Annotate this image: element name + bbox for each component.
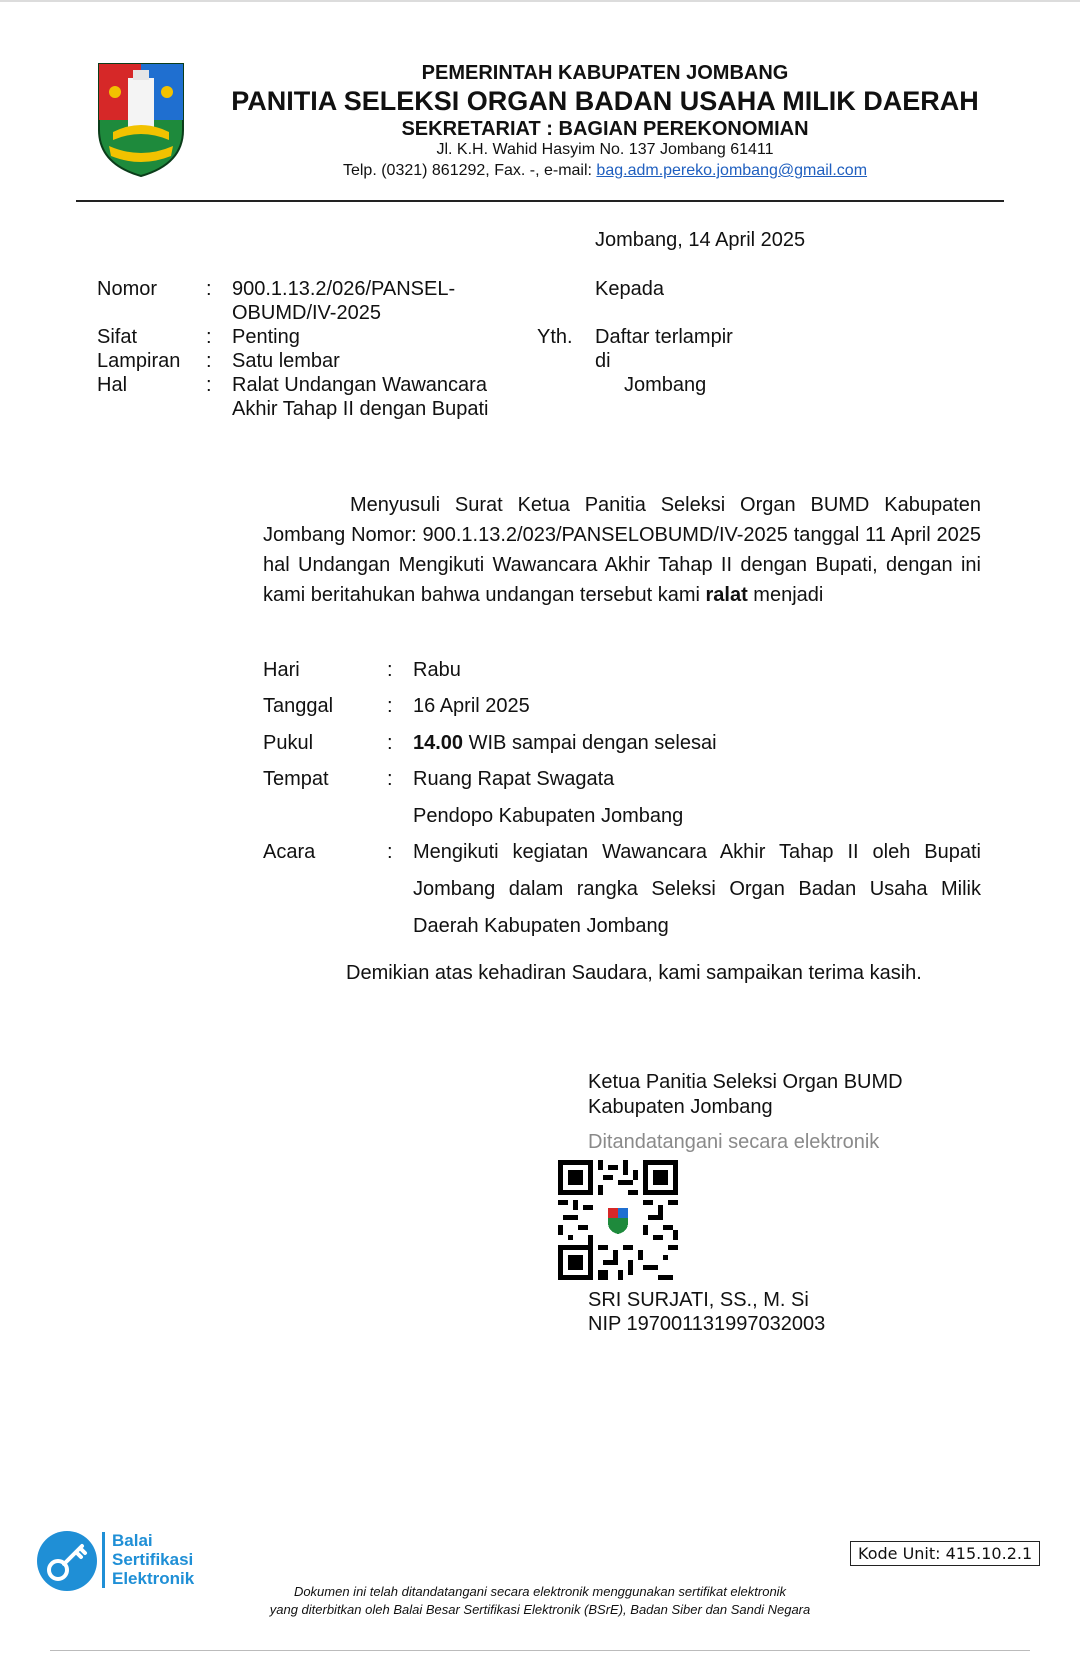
nomor-value-2: OBUMD/IV-2025 — [232, 302, 381, 324]
tanggal-colon: : — [387, 695, 393, 717]
recipient-city: Jombang — [624, 374, 707, 396]
pukul-time: 14.00 — [413, 732, 464, 754]
hari-label: Hari — [263, 659, 300, 681]
bsre-line-2: Sertifikasi — [112, 1550, 194, 1569]
header-contact — [200, 162, 1010, 180]
pukul-colon: : — [387, 732, 393, 754]
bsre-logo-icon — [36, 1530, 98, 1592]
hal-value-1: Ralat Undangan Wawancara — [232, 374, 487, 396]
footer-note-1: Dokumen ini telah ditandatangani secara elektronik menggunakan sertifikat elektronik — [293, 1584, 787, 1599]
sifat-label: Sifat — [97, 326, 138, 348]
signatory-nip: NIP 197001131997032003 — [588, 1313, 826, 1335]
nomor-value-1: 900.1.13.2/026/PANSEL- — [232, 278, 456, 300]
pukul-label: Pukul — [263, 732, 314, 754]
tempat-value-2: Pendopo Kabupaten Jombang — [413, 805, 684, 827]
kode-unit-box: Kode Unit: 415.10.2.1 — [850, 1541, 1040, 1566]
pukul-value — [413, 732, 981, 755]
sifat-value: Penting — [232, 326, 300, 348]
contact-text: Telp. (0321) 861292, Fax. -, e-mail: — [342, 162, 597, 179]
tempat-value-1: Ruang Rapat Swagata — [413, 768, 615, 790]
bottom-divider — [50, 1650, 1030, 1651]
hal-value-2: Akhir Tahap II dengan Bupati — [232, 398, 489, 420]
qr-code-icon — [558, 1160, 678, 1280]
bsre-logo — [36, 1530, 216, 1590]
sifat-colon: : — [206, 326, 212, 348]
bsre-line-1: Balai — [112, 1531, 153, 1550]
body-end-text: menjadi — [747, 584, 824, 606]
pukul-rest: WIB sampai dengan selesai — [463, 732, 717, 754]
closing-text: Demikian atas kehadiran Saudara, kami sampaikan terima kasih. — [346, 962, 922, 984]
header-government: PEMERINTAH KABUPATEN JOMBANG — [421, 62, 789, 84]
lampiran-label: Lampiran — [97, 350, 181, 372]
esign-note: Ditandatangani secara elektronik — [588, 1131, 880, 1153]
recipient-di: di — [595, 350, 611, 372]
hari-value: Rabu — [413, 659, 461, 681]
body-paragraph — [263, 490, 981, 610]
header-divider — [76, 200, 1004, 202]
email-link[interactable]: bag.adm.pereko.jombang@gmail.com — [596, 162, 868, 179]
place-date: Jombang, 14 April 2025 — [595, 229, 806, 251]
lampiran-value: Satu lembar — [232, 350, 340, 372]
tanggal-label: Tanggal — [263, 695, 334, 717]
signatory-title-2: Kabupaten Jombang — [588, 1096, 773, 1118]
signatory-title-1: Ketua Panitia Seleksi Organ BUMD — [588, 1071, 903, 1093]
acara-value: Mengikuti kegiatan Wawancara Akhir Tahap II oleh Bupati Jombang dalam rangka Seleksi Organ Badan Usaha Milik Daerah Kabupaten Jombang — [413, 841, 981, 937]
acara-colon: : — [387, 841, 393, 863]
bsre-line-3: Elektronik — [112, 1569, 195, 1588]
bsre-divider — [102, 1532, 105, 1588]
recipient-kepada: Kepada — [595, 278, 664, 300]
recipient-name: Daftar terlampir — [595, 326, 733, 348]
hal-colon: : — [206, 374, 212, 396]
header-committee: PANITIA SELEKSI ORGAN BADAN USAHA MILIK DAERAH — [231, 86, 979, 116]
body-bold-text: ralat — [705, 584, 748, 606]
hari-colon: : — [387, 659, 393, 681]
acara-label: Acara — [263, 841, 316, 863]
signatory-name: SRI SURJATI, SS., M. Si — [588, 1289, 809, 1311]
nomor-label: Nomor — [97, 278, 158, 300]
lampiran-colon: : — [206, 350, 212, 372]
recipient-yth: Yth. — [537, 326, 573, 348]
tempat-label: Tempat — [263, 768, 329, 790]
body-main-text: Menyusuli Surat Ketua Panitia Seleksi Organ BUMD Kabupaten Jombang Nomor: 900.1.13.2/023/PANSELOBUMD/IV-2025 tanggal 11 April 2025 hal Undangan Mengikuti Wawancara Akhir Tahap II dengan Bupati, dengan ini kami beritahukan bahwa undangan tersebut kami — [263, 494, 981, 606]
header-address: Jl. K.H. Wahid Hasyim No. 137 Jombang 61411 — [436, 141, 774, 158]
tanggal-value: 16 April 2025 — [413, 695, 530, 717]
tempat-colon: : — [387, 768, 393, 790]
header-secretariat: SEKRETARIAT : BAGIAN PEREKONOMIAN — [401, 118, 809, 140]
kabupaten-jombang-crest-icon — [95, 60, 187, 180]
footer-note-2: yang diterbitkan oleh Balai Besar Sertifikasi Elektronik (BSrE), Badan Siber dan Sandi Negara — [269, 1602, 811, 1617]
hal-label: Hal — [97, 374, 128, 396]
top-border — [0, 0, 1080, 2]
nomor-colon: : — [206, 278, 212, 300]
bsre-text — [112, 1531, 194, 1588]
